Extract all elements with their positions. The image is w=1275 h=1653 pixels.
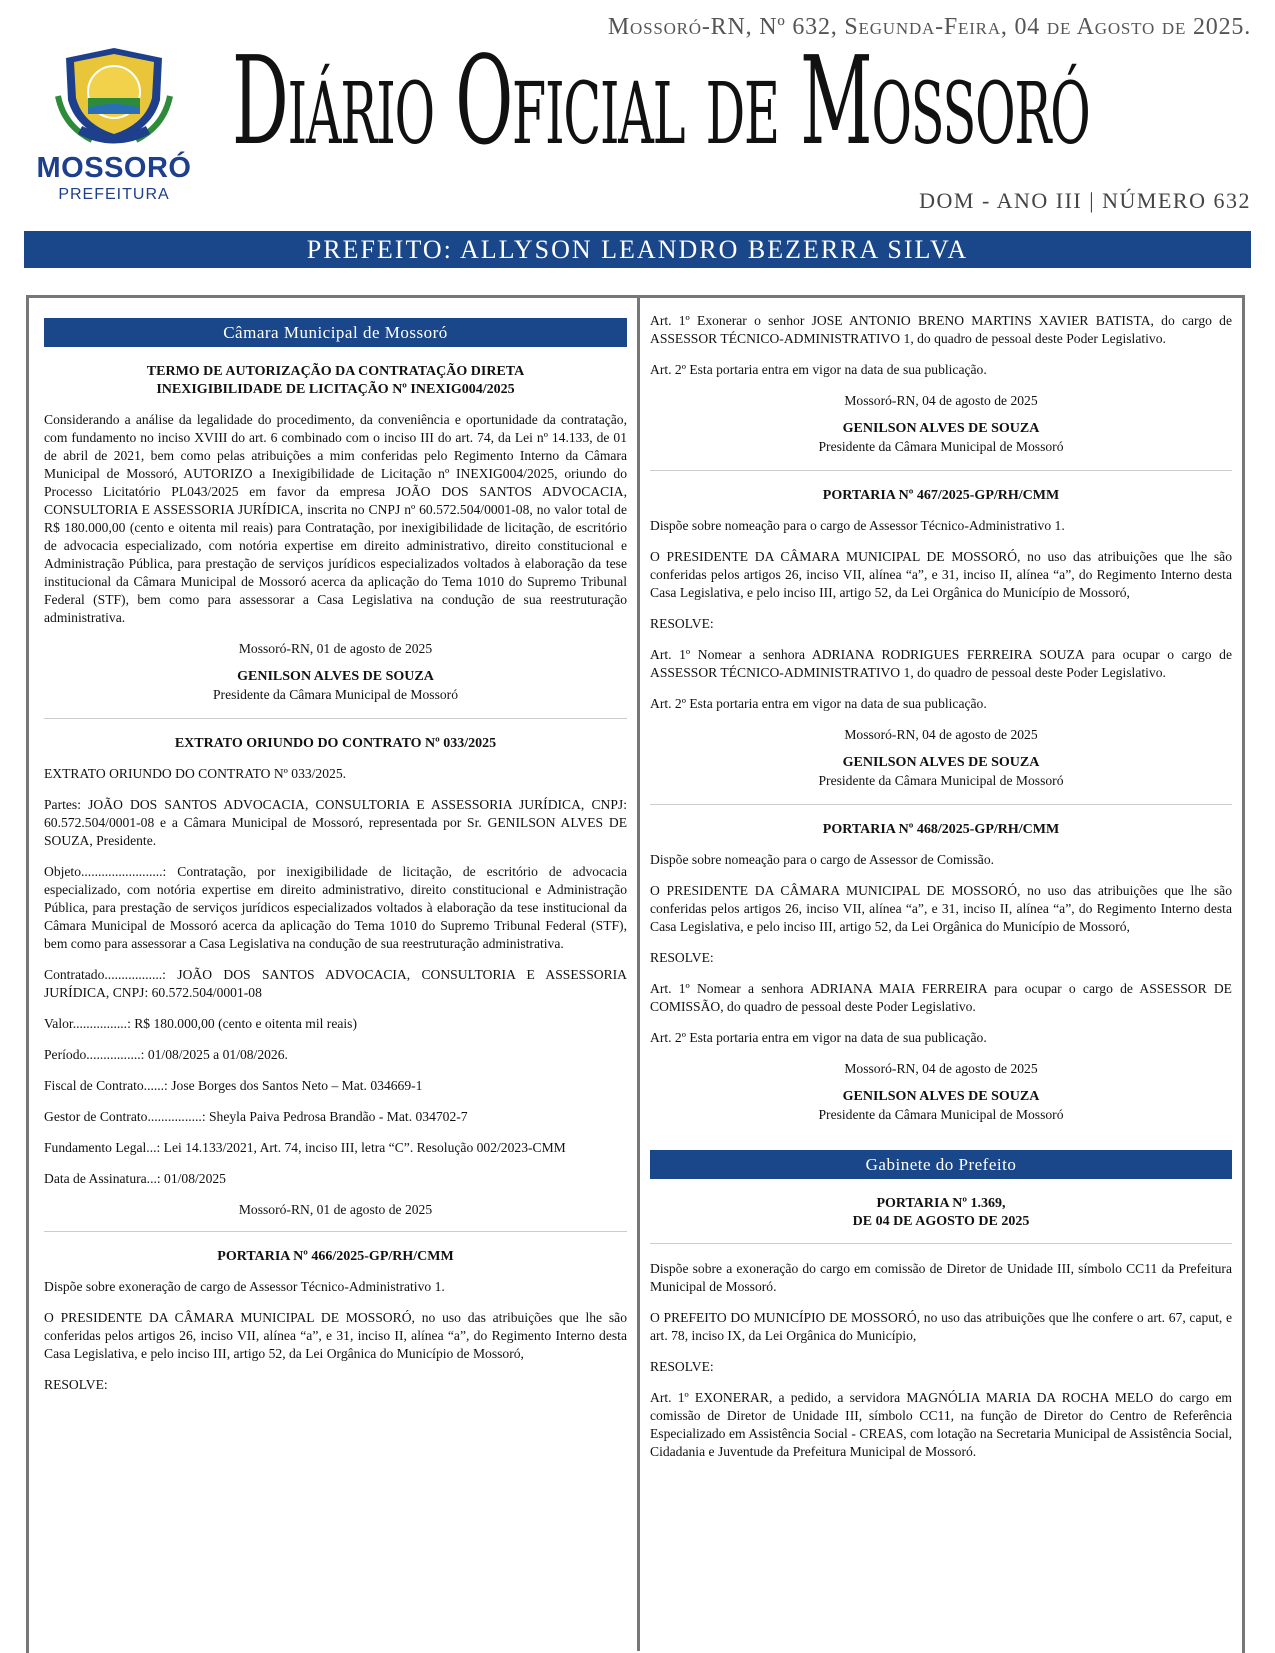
extrato-place-date: Mossoró-RN, 01 de agosto de 2025 [238,1202,433,1217]
signer-role: Presidente da Câmara Municipal de Mossoró [818,439,1064,454]
portaria-467-title: PORTARIA Nº 467/2025-GP/RH/CMM [822,488,1060,503]
divider [650,804,1232,805]
portaria-1369-art1: Art. 1º EXONERAR, a pedido, a servidora MAGNÓLIA MARIA DA ROCHA MELO do cargo em comissão de Diretor de Unidade III, símbolo CC11, na função de Diretor do Centro de Referência Especializado em Assistência Social - CREAS, com lotação na Secretaria Municipal de Assistência Social, Cidadania e Juventude da Prefeitura Municipal de Mossoró. [650,1390,1232,1459]
portaria-468-art2: Art. 2º Esta portaria entra em vigor na data de sua publicação. [650,1030,987,1045]
masthead-title: Diário Oficial de Mossoró [232,30,1090,172]
portaria-468-resolve: RESOLVE: [650,950,714,965]
portaria-468-art1: Art. 1º Nomear a senhora ADRIANA MAIA FERREIRA para ocupar o cargo de ASSESSOR DE COMISSÃO, do quadro de pessoal deste Poder Legislativo. [650,981,1232,1014]
municipal-seal-icon [52,44,176,148]
portaria-466-art2: Art. 2º Esta portaria entra em vigor na data de sua publicação. [650,362,987,377]
portaria-466-resolve: RESOLVE: [44,1377,108,1392]
right-column [650,312,1232,1474]
signer-role: Presidente da Câmara Municipal de Mossoró [818,773,1064,788]
extrato-title: EXTRATO ORIUNDO DO CONTRATO Nº 033/2025 [174,736,497,751]
extrato-fiscal: Fiscal de Contrato......: Jose Borges dos Santos Neto – Mat. 034669-1 [44,1078,423,1093]
termo-title-line1: TERMO DE AUTORIZAÇÃO DA CONTRATAÇÃO DIRETA [146,364,525,379]
portaria-466-preamble: O PRESIDENTE DA CÂMARA MUNICIPAL DE MOSSORÓ, no uso das atribuições que lhe são conferidas pelos artigos 26, inciso VII, alínea “a”, e 31, inciso II, alínea “a”, do Regimento Interno desta Casa Legislativa, e pelo inciso III, artigo 52, da Lei Orgânica do Município de Mossoró, [44,1310,627,1361]
masthead [0,0,1275,235]
termo-place-date: Mossoró-RN, 01 de agosto de 2025 [238,641,433,656]
portaria-466-signature [650,420,1232,456]
termo-signature [44,668,627,704]
portaria-1369-title-line2: DE 04 DE AGOSTO DE 2025 [852,1214,1030,1229]
portaria-467-resolve: RESOLVE: [650,616,714,631]
portaria-466-art1: Art. 1º Exonerar o senhor JOSE ANTONIO BRENO MARTINS XAVIER BATISTA, do cargo de ASSESSOR TÉCNICO-ADMINISTRATIVO 1, do quadro de pessoal deste Poder Legislativo. [650,313,1232,346]
column-divider [637,295,640,1651]
extrato-periodo: Período................: 01/08/2025 a 01/08/2026. [44,1047,288,1062]
portaria-1369-preamble: O PREFEITO DO MUNICÍPIO DE MOSSORÓ, no uso das atribuições que lhe confere o art. 67, caput, e art. 78, inciso IX, da Lei Orgânica do Município, [650,1310,1232,1343]
extrato-objeto: Objeto........................: Contratação, por inexigibilidade de licitação, de escritório de advocacia especializado, com notória expertise em direito administrativo, direito constitucional e Administração Pública, para prestação de serviços jurídicos especializados voltados à elaboração da tese institucional da Câmara Municipal de Mossoró acerca da aplicação do Tema 1010 do Supremo Tribunal Federal (STF), bem como para assessorar a Casa Legislativa na condução de sua reestruturação administrativa. [44,864,627,951]
portaria-467-art1: Art. 1º Nomear a senhora ADRIANA RODRIGUES FERREIRA SOUZA para ocupar o cargo de ASSESSOR TÉCNICO-ADMINISTRATIVO 1, do quadro de pessoal deste Poder Legislativo. [650,647,1232,680]
portaria-468-signature [650,1088,1232,1124]
portaria-468-place-date: Mossoró-RN, 04 de agosto de 2025 [844,1061,1038,1076]
portaria-467-preamble: O PRESIDENTE DA CÂMARA MUNICIPAL DE MOSSORÓ, no uso das atribuições que lhe são conferidas pelos artigos 26, inciso VII, alínea “a”, e 31, inciso II, alínea “a”, do Regimento Interno desta Casa Legislativa, e pelo inciso III, artigo 52, da Lei Orgânica do Município de Mossoró, [650,549,1232,600]
portaria-467-ementa: Dispõe sobre nomeação para o cargo de Assessor Técnico-Administrativo 1. [650,518,1065,533]
issue-number: DOM - ANO III | NÚMERO 632 [919,188,1251,213]
signer-role: Presidente da Câmara Municipal de Mossoró [212,687,458,702]
extrato-assinatura: Data de Assinatura...: 01/08/2025 [44,1171,226,1186]
portaria-467-signature [650,754,1232,790]
logo-subtitle: PREFEITURA [58,186,170,203]
signer-name: GENILSON ALVES DE SOUZA [842,421,1040,436]
termo-body: Considerando a análise da legalidade do procedimento, da conveniência e oportunidade da contratação, com fundamento no inciso XVIII do art. 6 combinado com o inciso III do art. 74, da Lei nº 14.133, de 01 de abril de 2021, bem como pelas atribuições a mim conferidas pelo Regimento Interno da Câmara Municipal de Mossoró, AUTORIZO a Inexigibilidade de Licitação nº INEXIG004/2025, oriundo do Processo Licitatório PL043/2025 em favor da empresa JOÃO DOS SANTOS ADVOCACIA, CONSULTORIA E ASSESSORIA JURÍDICA, inscrita no CNPJ nº 60.572.504/0001-08, no valor total de R$ 180.000,00 (cento e oitenta mil reais) para Contratação, por inexigibilidade de licitação, de escritório de advocacia especializado, com notória expertise em direito administrativo, direito constitucional e Administração Pública, para prestação de serviços jurídicos especializados voltados à elaboração da tese institucional da Câmara Municipal de Mossoró acerca da aplicação do Tema 1010 do Supremo Tribunal Federal (STF), bem como para assessorar a Casa Legislativa na condução de sua reestruturação administrativa. [44,412,627,625]
extrato-contratado: Contratado.................: JOÃO DOS SANTOS ADVOCACIA, CONSULTORIA E ASSESSORIA JURÍDICA, CNPJ: 60.572.504/0001-08 [44,967,627,1000]
divider [650,1243,1232,1244]
portaria-468-preamble: O PRESIDENTE DA CÂMARA MUNICIPAL DE MOSSORÓ, no uso das atribuições que lhe são conferidas pelos artigos 26, inciso VII, alínea “a”, e 31, inciso II, alínea “a”, do Regimento Interno desta Casa Legislativa, e pelo inciso III, artigo 52, da Lei Orgânica do Município de Mossoró, [650,883,1232,934]
signer-name: GENILSON ALVES DE SOUZA [842,1089,1040,1104]
portaria-467-art2: Art. 2º Esta portaria entra em vigor na data de sua publicação. [650,696,987,711]
logo-name: MOSSORÓ [36,152,192,184]
portaria-466-title: PORTARIA Nº 466/2025-GP/RH/CMM [217,1249,454,1264]
divider [44,718,627,719]
signer-name: GENILSON ALVES DE SOUZA [237,669,434,684]
portaria-1369-title [650,1195,1232,1231]
extrato-gestor: Gestor de Contrato................: Sheyla Paiva Pedrosa Brandão - Mat. 034702-7 [44,1109,468,1124]
termo-title [44,363,627,399]
divider [44,1231,627,1232]
signer-name: GENILSON ALVES DE SOUZA [842,755,1040,770]
portaria-1369-resolve: RESOLVE: [650,1359,714,1374]
portaria-1369-ementa: Dispõe sobre a exoneração do cargo em comissão de Diretor de Unidade III, símbolo CC11 da Prefeitura Municipal de Mossoró. [650,1261,1232,1294]
portaria-467-place-date: Mossoró-RN, 04 de agosto de 2025 [844,727,1038,742]
portaria-1369-title-line1: PORTARIA Nº 1.369, [876,1196,1006,1211]
section-header-gabinete: Gabinete do Prefeito [650,1150,1232,1179]
divider [650,470,1232,471]
portaria-468-ementa: Dispõe sobre nomeação para o cargo de Assessor de Comissão. [650,852,995,867]
extrato-valor: Valor................: R$ 180.000,00 (cento e oitenta mil reais) [44,1016,357,1031]
left-column [44,318,627,1407]
portaria-466-place-date: Mossoró-RN, 04 de agosto de 2025 [844,393,1038,408]
signer-role: Presidente da Câmara Municipal de Mossoró [818,1107,1064,1122]
portaria-468-title: PORTARIA Nº 468/2025-GP/RH/CMM [822,822,1060,837]
termo-title-line2: INEXIGIBILIDADE DE LICITAÇÃO Nº INEXIG004/2025 [156,382,515,397]
extrato-partes: Partes: JOÃO DOS SANTOS ADVOCACIA, CONSULTORIA E ASSESSORIA JURÍDICA, CNPJ: 60.572.504/0001-08 e a Câmara Municipal de Mossoró, representada por Sr. GENILSON ALVES DE SOUZA, Presidente. [44,797,627,848]
section-header-camara: Câmara Municipal de Mossoró [44,318,627,347]
prefeitura-logo [24,44,204,204]
mayor-banner: PREFEITO: ALLYSON LEANDRO BEZERRA SILVA [24,231,1251,268]
extrato-fundamento: Fundamento Legal...: Lei 14.133/2021, Art. 74, inciso III, letra “C”. Resolução 002/2023-CMM [44,1140,566,1155]
portaria-466-ementa: Dispõe sobre exoneração de cargo de Assessor Técnico-Administrativo 1. [44,1279,445,1294]
dateline: Mossoró-RN, Nº 632, Segunda-Feira, 04 de Agosto de 2025. [607,14,1251,40]
extrato-intro: EXTRATO ORIUNDO DO CONTRATO Nº 033/2025. [44,766,347,781]
